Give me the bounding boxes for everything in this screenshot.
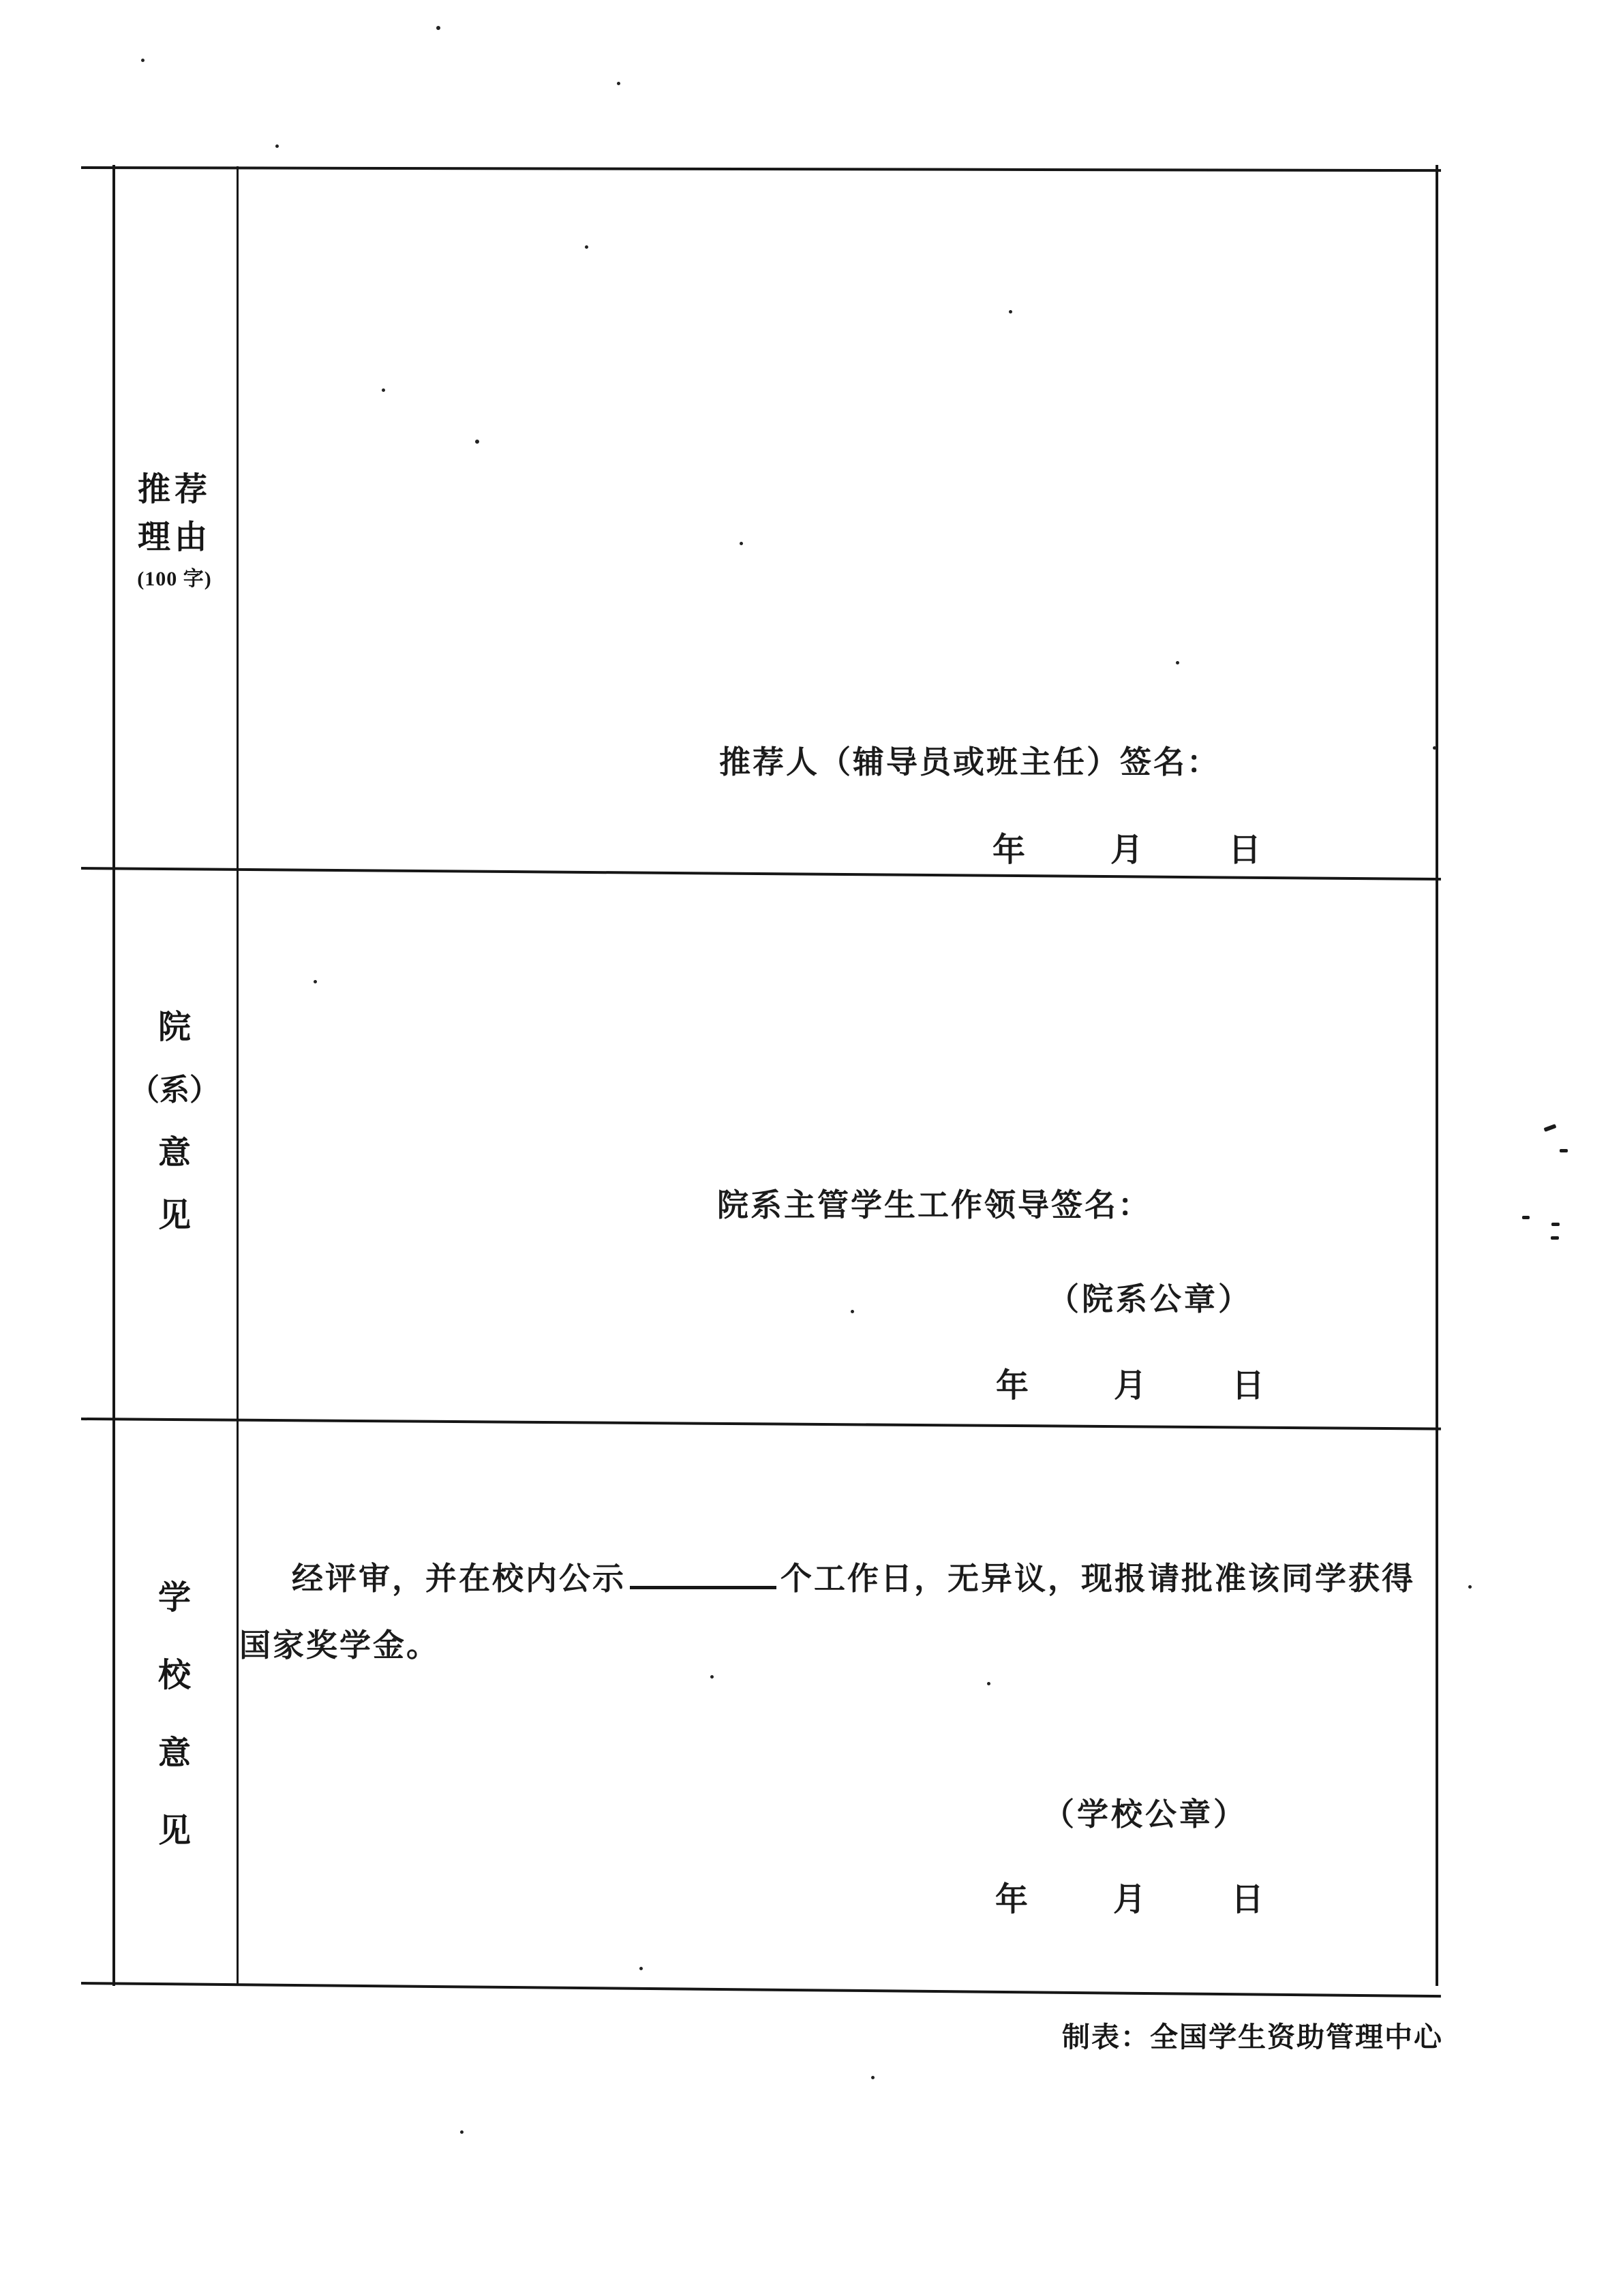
school-opinion-text-line1 bbox=[292, 1554, 1415, 1599]
recommendation-label-line1: 推荐 bbox=[137, 472, 211, 508]
year-label: 年 bbox=[992, 832, 1026, 868]
school-opinion-text-before-blank: 经评审，并在校内公示 bbox=[292, 1561, 626, 1596]
school-label-char2: 校 bbox=[157, 1657, 191, 1694]
school-label-cell bbox=[112, 1418, 237, 1985]
department-label-char1: 院 bbox=[157, 1009, 191, 1045]
year-label: 年 bbox=[996, 1368, 1029, 1404]
school-date-line bbox=[995, 1873, 1264, 1920]
recommendation-label-line2: 理由 bbox=[137, 519, 211, 555]
day-label: 日 bbox=[1231, 1882, 1264, 1918]
school-opinion-text-after-blank: 个工作日，无异议，现报请批准该同学获得 bbox=[780, 1561, 1415, 1596]
section-department-opinion bbox=[112, 867, 1438, 1418]
department-label-char4: 见 bbox=[157, 1197, 191, 1234]
school-seal-note: （学校公章） bbox=[1043, 1797, 1247, 1832]
recommendation-label-note: (100 字) bbox=[137, 568, 212, 590]
month-label: 月 bbox=[1114, 1368, 1147, 1404]
day-label: 日 bbox=[1228, 832, 1262, 868]
month-label: 月 bbox=[1113, 1882, 1147, 1918]
department-label-cell bbox=[112, 867, 237, 1418]
form-issuer-note: 制表：全国学生资助管理中心 bbox=[1062, 2021, 1443, 2053]
recommendation-label bbox=[112, 466, 237, 597]
recommendation-label-cell bbox=[112, 166, 237, 867]
department-label bbox=[112, 996, 237, 1247]
school-label bbox=[112, 1559, 237, 1870]
department-label-char2: （系） bbox=[130, 1073, 219, 1107]
department-seal-note: （院系公章） bbox=[1048, 1282, 1252, 1317]
department-label-char3: 意 bbox=[157, 1135, 191, 1171]
recommender-signature-label: 推荐人（辅导员或班主任）签名： bbox=[719, 745, 1220, 780]
year-label: 年 bbox=[995, 1882, 1029, 1918]
day-label: 日 bbox=[1232, 1368, 1265, 1404]
section-recommendation-reason bbox=[112, 166, 1438, 867]
working-days-blank-field bbox=[630, 1580, 776, 1589]
school-opinion-text-line2: 国家奖学金。 bbox=[239, 1628, 440, 1663]
section-school-opinion bbox=[112, 1418, 1438, 1985]
recommendation-date-line bbox=[992, 823, 1261, 870]
department-date-line bbox=[996, 1359, 1264, 1406]
school-label-char3: 意 bbox=[157, 1735, 191, 1771]
school-label-char4: 见 bbox=[157, 1813, 191, 1849]
approval-form-table bbox=[112, 166, 1438, 1985]
month-label: 月 bbox=[1110, 832, 1144, 868]
department-leader-signature-label: 院系主管学生工作领导签名： bbox=[717, 1188, 1151, 1223]
school-label-char1: 学 bbox=[157, 1580, 191, 1616]
